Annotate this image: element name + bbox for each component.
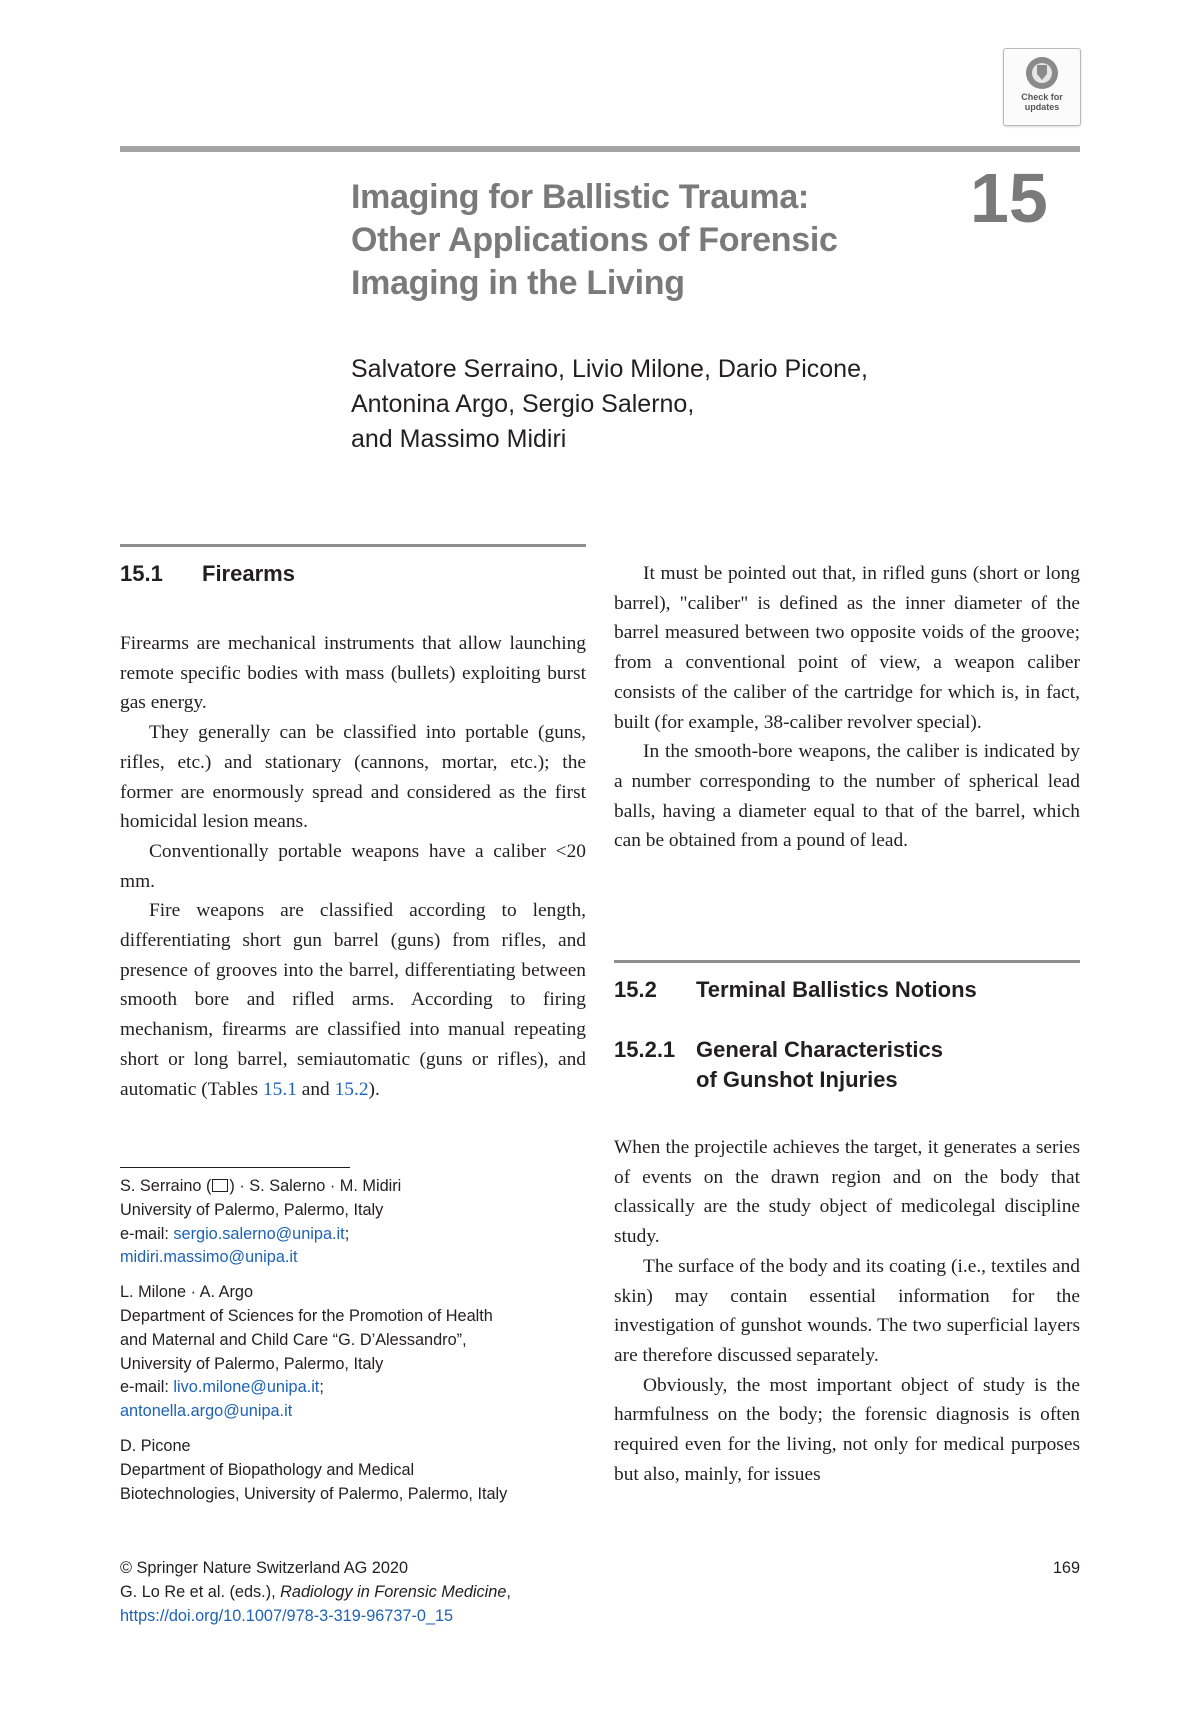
badge-label-line1: Check for bbox=[1021, 92, 1063, 102]
subsection-number: 15.2.1 bbox=[614, 1037, 676, 1062]
paragraph: They generally can be classified into portable (guns, rifles, etc.) and stationary (cannons, mortar, etc.); the former are enormously spread and considered as the first homicidal lesion means. bbox=[120, 722, 586, 833]
author-line-2: Antonina Argo, Sergio Salerno, bbox=[351, 390, 695, 418]
right-column-body bbox=[614, 559, 1080, 856]
affiliation-1-authors-post: ) · S. Salerno · M. Midiri bbox=[229, 1177, 402, 1195]
chapter-title-line-3: Imaging in the Living bbox=[351, 264, 685, 302]
and-text: and bbox=[296, 1078, 335, 1100]
paragraph: The surface of the body and its coating (i.e., textiles and skin) may contain essential information for the investigation of gunshot wounds. The two superficial layers are therefore discussed separately. bbox=[614, 1255, 1080, 1366]
crossmark-icon bbox=[1025, 56, 1059, 90]
chapter-number: 15 bbox=[970, 159, 1048, 237]
copyright-line: © Springer Nature Switzerland AG 2020 bbox=[120, 1559, 409, 1577]
footnote-rule bbox=[120, 1167, 350, 1168]
paragraph: Conventionally portable weapons have a caliber <20 mm. bbox=[120, 840, 586, 892]
citation-pre: G. Lo Re et al. (eds.), bbox=[120, 1583, 281, 1601]
doi-link[interactable]: https://doi.org/10.1007/978-3-319-96737-0_15 bbox=[120, 1607, 454, 1625]
table-15-2-link[interactable]: 15.2 bbox=[334, 1078, 369, 1100]
author-list bbox=[351, 352, 1051, 457]
email-link-milone[interactable]: livo.milone@unipa.it bbox=[173, 1378, 320, 1397]
affiliation-2-authors: L. Milone · A. Argo bbox=[120, 1283, 254, 1302]
page-number: 169 bbox=[1052, 1559, 1080, 1577]
affiliation-3-line-2: Biotechnologies, University of Palermo, Palermo, Italy bbox=[120, 1484, 508, 1503]
section-1-heading bbox=[120, 559, 586, 589]
chapter-title bbox=[351, 176, 911, 305]
chapter-top-rule bbox=[120, 146, 1080, 152]
badge-label-line2: updates bbox=[1024, 102, 1060, 112]
table-15-1-link[interactable]: 15.1 bbox=[262, 1078, 297, 1100]
section-1-body bbox=[120, 629, 586, 1104]
section-1-number: 15.1 bbox=[120, 561, 163, 586]
left-column bbox=[120, 544, 586, 1104]
paragraph: When the projectile achieves the target, it generates a series of events on the drawn region and on the body that classically are the study object of medicolegal discipline study. bbox=[614, 1137, 1080, 1248]
affiliation-2-line-2: and Maternal and Child Care “G. D’Alessandro”, bbox=[120, 1330, 467, 1349]
affiliation-2-line-1: Department of Sciences for the Promotion of Health bbox=[120, 1306, 493, 1325]
paragraph: It must be pointed out that, in rifled guns (short or long barrel), "caliber" is defined as the inner diameter of the barrel measured between two opposite voids of the groove; from a conventional point of view, a weapon caliber consists of the caliber of the cartridge for which is, in fact, built (for example, 38-caliber revolver special). bbox=[614, 563, 1080, 733]
paragraph-text: Fire weapons are classified according to length, differentiating short gun barrel (guns) from rifles, and presence of grooves into the barrel, differentiating between smooth bore and rifled arms. According to firing mechanism, firearms are classified into manual repeating short or long barrel, semiautomatic (guns or rifles), and automatic (Tables bbox=[120, 900, 586, 1100]
section-2-number: 15.2 bbox=[614, 977, 657, 1002]
subsection-title-line-2: of Gunshot Injuries bbox=[696, 1067, 898, 1092]
affiliation-3-authors: D. Picone bbox=[120, 1436, 191, 1455]
section-2-title: Terminal Ballistics Notions bbox=[696, 977, 977, 1002]
subsection-2-1-heading bbox=[614, 1035, 1080, 1095]
affiliation-2-line-3: University of Palermo, Palermo, Italy bbox=[120, 1354, 384, 1373]
chapter-title-line-1: Imaging for Ballistic Trauma: bbox=[351, 178, 809, 216]
email-link-salerno[interactable]: sergio.salerno@unipa.it bbox=[173, 1224, 345, 1243]
citation-book-title: Radiology in Forensic Medicine bbox=[280, 1583, 507, 1601]
section-1-rule bbox=[120, 544, 586, 547]
right-column bbox=[614, 559, 1080, 856]
citation-post: , bbox=[506, 1583, 511, 1601]
affiliation-3-line-1: Department of Biopathology and Medical bbox=[120, 1460, 415, 1479]
affiliation-block-2 bbox=[120, 1281, 590, 1424]
page-footer bbox=[120, 1556, 1080, 1628]
end-text: ). bbox=[368, 1078, 380, 1100]
author-affiliations bbox=[120, 1175, 590, 1517]
check-for-updates-badge[interactable] bbox=[1003, 48, 1081, 126]
email-separator: ; bbox=[344, 1224, 350, 1243]
email-link-midiri[interactable]: midiri.massimo@unipa.it bbox=[120, 1248, 298, 1267]
paragraph-tables bbox=[120, 896, 586, 1104]
affiliation-block-3 bbox=[120, 1435, 590, 1506]
paragraph: Obviously, the most important object of study is the harmfulness on the body; the forensic diagnosis is often required even for the living, not only for medical purposes but also, mainly, for issues bbox=[614, 1374, 1080, 1485]
section-1-title: Firearms bbox=[202, 561, 295, 586]
section-2-body bbox=[614, 1133, 1080, 1489]
paragraph: In the smooth-bore weapons, the caliber is indicated by a number corresponding to the number of spherical lead balls, having a diameter equal to that of the barrel, which can be obtained from a pound of lead. bbox=[614, 741, 1080, 852]
affiliation-1-institution: University of Palermo, Palermo, Italy bbox=[120, 1200, 384, 1219]
chapter-title-line-2: Other Applications of Forensic bbox=[351, 221, 838, 259]
author-line-1: Salvatore Serraino, Livio Milone, Dario Picone, bbox=[351, 355, 868, 383]
email-link-argo[interactable]: antonella.argo@unipa.it bbox=[120, 1402, 293, 1421]
subsection-title-line-1: General Characteristics bbox=[696, 1037, 944, 1062]
envelope-icon[interactable] bbox=[212, 1179, 228, 1192]
section-2-rule bbox=[614, 960, 1080, 963]
section-2-block bbox=[614, 960, 1080, 1489]
affiliation-block-1 bbox=[120, 1175, 590, 1270]
email-label: e-mail: bbox=[120, 1224, 174, 1243]
section-2-heading bbox=[614, 975, 1080, 1005]
paragraph: Firearms are mechanical instruments that allow launching remote specific bodies with mass (bullets) exploiting burst gas energy. bbox=[120, 633, 586, 714]
affiliation-1-authors-pre: S. Serraino ( bbox=[120, 1177, 212, 1195]
email-label: e-mail: bbox=[120, 1378, 174, 1397]
author-line-3: and Massimo Midiri bbox=[351, 425, 567, 453]
email-separator: ; bbox=[319, 1378, 324, 1397]
